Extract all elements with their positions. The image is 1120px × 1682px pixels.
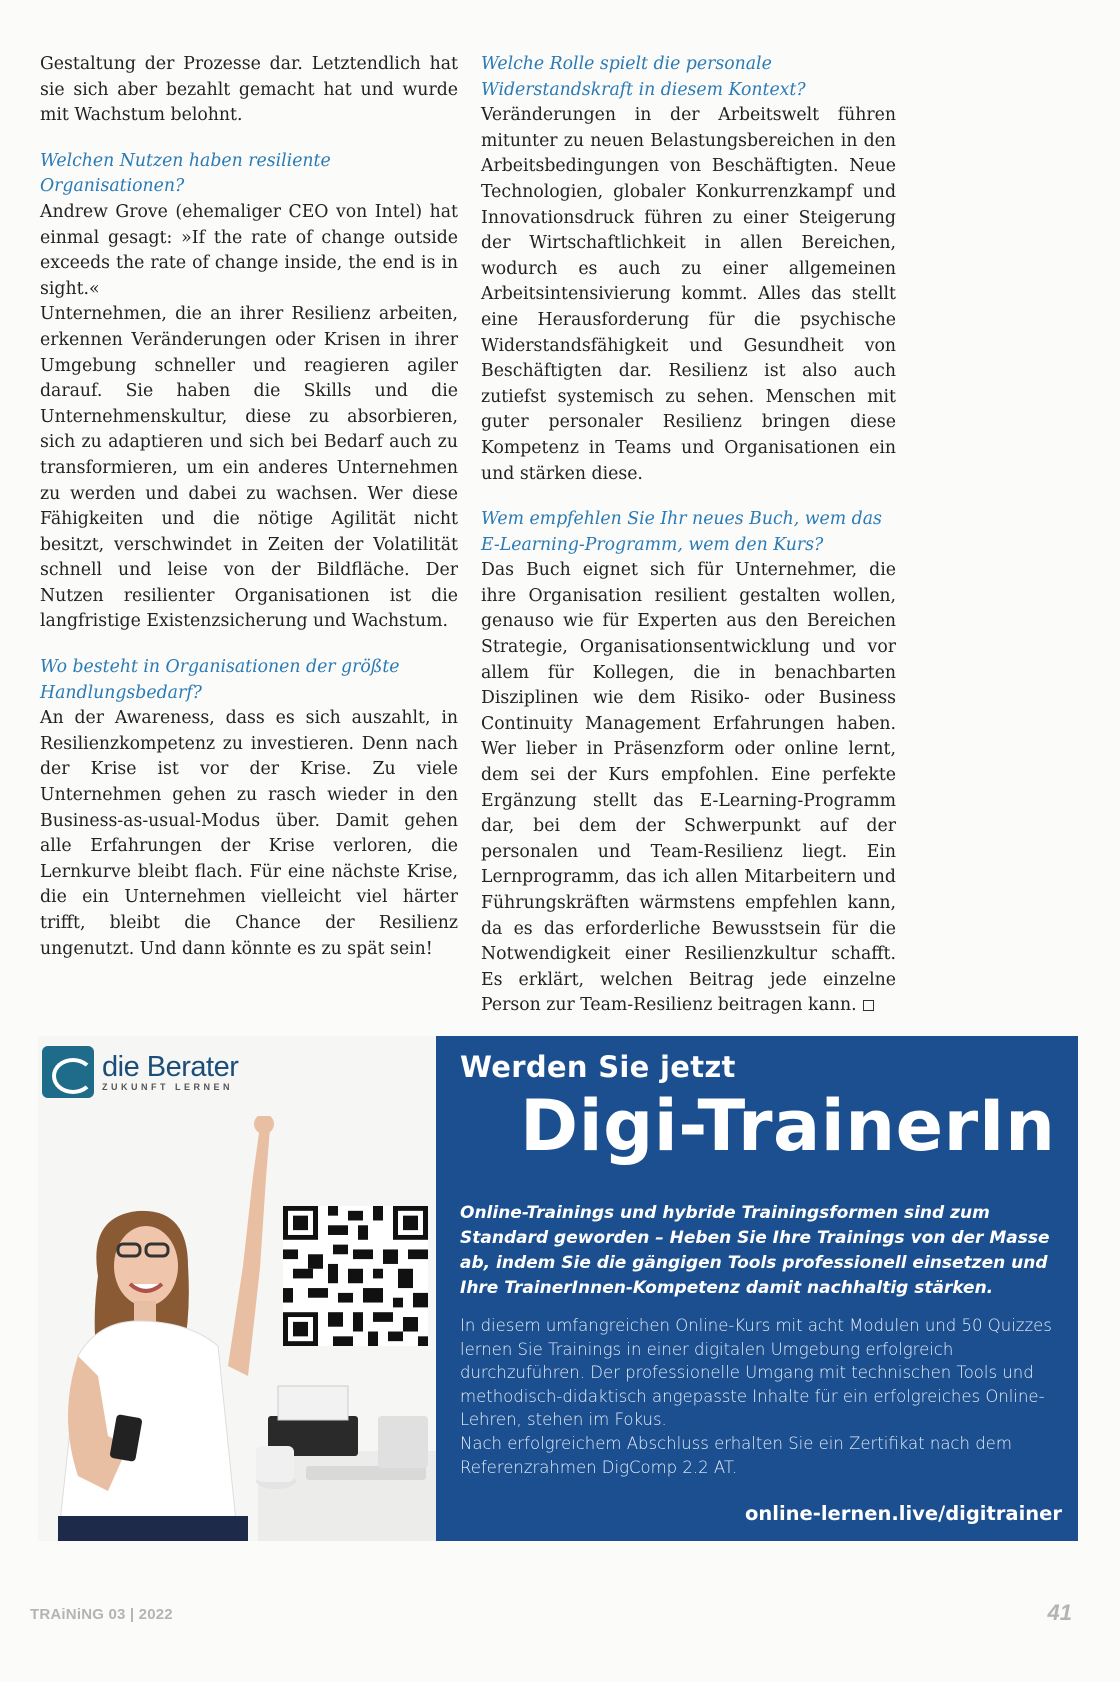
article-paragraph [481, 558, 896, 1019]
advertisement [38, 1036, 1078, 1541]
ad-kicker: Werden Sie jetzt [460, 1050, 736, 1084]
ad-url-link[interactable]: online-lernen.live/digitrainer [745, 1502, 1062, 1525]
ad-title: Digi-TrainerIn [520, 1085, 1056, 1167]
ad-image-panel [38, 1036, 436, 1541]
ad-text-panel [436, 1036, 1078, 1541]
question-heading: Wem empfehlen Sie Ihr neues Buch, wem das E-Learning-Programm, wem den Kurs? [481, 509, 882, 555]
article-column-left [40, 52, 458, 962]
end-mark-icon [863, 1000, 874, 1011]
article-paragraph: An der Awareness, dass es sich auszahlt, in Resilienzkompetenz zu investieren. Denn nach der Krise ist vor der Krise. Zu viele Unternehmen gehen zu rasch wieder in den Business-as-usual-Modus über. Damit gehen alle Erfahrungen der Krise verloren, die Lernkurve bleibt flach. Für eine nächste Krise, die ein Unternehmen vielleicht viel härter trifft, bleibt die Chance der Resilienz ungenutzt. Und dann könnte es zu spät sein! [40, 708, 458, 959]
page-number: 41 [1047, 1600, 1072, 1625]
qr-code-icon [283, 1206, 428, 1346]
brand-logo [42, 1046, 238, 1098]
ad-body-paragraph: Nach erfolgreichem Abschluss erhalten Sie ein Zertifikat nach dem Referenzrahmen DigComp 2.2 AT. [460, 1433, 1012, 1477]
article-paragraph: Veränderungen in der Arbeitswelt führen mitunter zu neuen Belastungsbereichen in den Arbeitsbedingungen von Beschäftigten. Neue Technologien, globaler Konkurrenzkampf und Innovationsdruck führen zu einer Steigerung der Wirtschaftlichkeit in allen Bereichen, wodurch es auch zu einer allgemeinen Arbeitsintensivierung kommt. Alles das stellt eine Herausforderung für die psychische Widerstandsfähigkeit und Gesundheit von Beschäftigten dar. Resilienz ist also auch zutiefst systemisch zu sehen. Menschen mit guter personaler Resilienz bringen diese Kompetenz in Teams und Organisationen ein und stärken diese. [481, 105, 896, 484]
article-paragraph: Andrew Grove (ehemaliger CEO von Intel) hat einmal gesagt: »If the rate of change outside exceeds the rate of change inside, the end is in sight.« [40, 201, 458, 299]
article-paragraph-text: Das Buch eignet sich für Unternehmer, die ihre Organisation resilient gestalten wollen, genauso wie für Experten aus den Bereichen Strategie, Organisationsentwicklung und vor allem für Kollegen, die in benachbarten Disziplinen wie dem Risiko- oder Business Continuity Management Erfahrungen haben. Wer lieber in Präsenzform oder online lernt, dem sei der Kurs empfohlen. Eine perfekte Ergänzung stellt das E-Learning-Programm dar, bei dem der Schwerpunkt auf der personalen und Team-Resilienz liegt. Ein Lernprogramm, das ich allen Mitarbeitern und Führungskräften wärmstens empfehlen kann, da es das erforderliche Bewusstsein für die Notwendigkeit einer Resilienzkultur schafft. Es erklärt, welchen Beitrag jede einzelne Person zur Team-Resilienz beitragen kann. [481, 560, 896, 1016]
question-heading: Welche Rolle spielt die personale Widerstandskraft in diesem Kontext? [481, 54, 806, 100]
ad-body-paragraph: In diesem umfangreichen Online-Kurs mit acht Modulen und 50 Quizzes lernen Sie Trainings in einer digitalen Umgebung erfolgreich durchzuführen. Der professionelle Umgang mit technischen Tools und methodisch-didaktisch angepasste Inhalte für ein erfolgreiches Online-Lehren, stehen im Fokus. [460, 1316, 1052, 1430]
issue-label: TRAiNiNG 03 | 2022 [30, 1606, 173, 1623]
article-paragraph: Unternehmen, die an ihrer Resilienz arbeiten, erkennen Veränderungen oder Krisen in ihrer Umgebung schneller und reagieren agiler darauf. Sie haben die Skills und die Unternehmenskultur, diese zu absorbieren, sich zu adaptieren und sich bei Bedarf auch zu transformieren, um ein anderes Unternehmen zu werden und dabei zu wachsen. Wer diese Fähigkeiten und die nötige Agilität nicht besitzt, verschwindet in Zeiten der Volatilität schnell und leise von der Bildfläche. Der Nutzen resilienter Organisationen ist die langfristige Existenzsicherung und Wachstum. [40, 304, 458, 632]
ad-lead: Online-Trainings und hybride Trainingsformen sind zum Standard geworden – Heben Sie Ihre Trainings von der Masse ab, indem Sie die gängigen Tools professionell einsetzen und Ihre TrainerInnen-Kompetenz damit nachhaltig stärken. [460, 1203, 1050, 1298]
brand-logo-icon [42, 1046, 94, 1098]
brand-tagline: ZUKUNFT LERNEN [102, 1082, 233, 1092]
article-column-right [481, 52, 896, 1019]
article-paragraph: Gestaltung der Prozesse dar. Letztendlich hat sie sich aber bezahlt gemacht hat und wurde mit Wachstum belohnt. [40, 54, 458, 126]
brand-name: die Berater [102, 1051, 239, 1083]
question-heading: Welchen Nutzen haben resiliente Organisationen? [40, 150, 331, 197]
question-heading: Wo besteht in Organisationen der größte Handlungsbedarf? [40, 657, 400, 703]
ad-body [460, 1314, 1062, 1479]
